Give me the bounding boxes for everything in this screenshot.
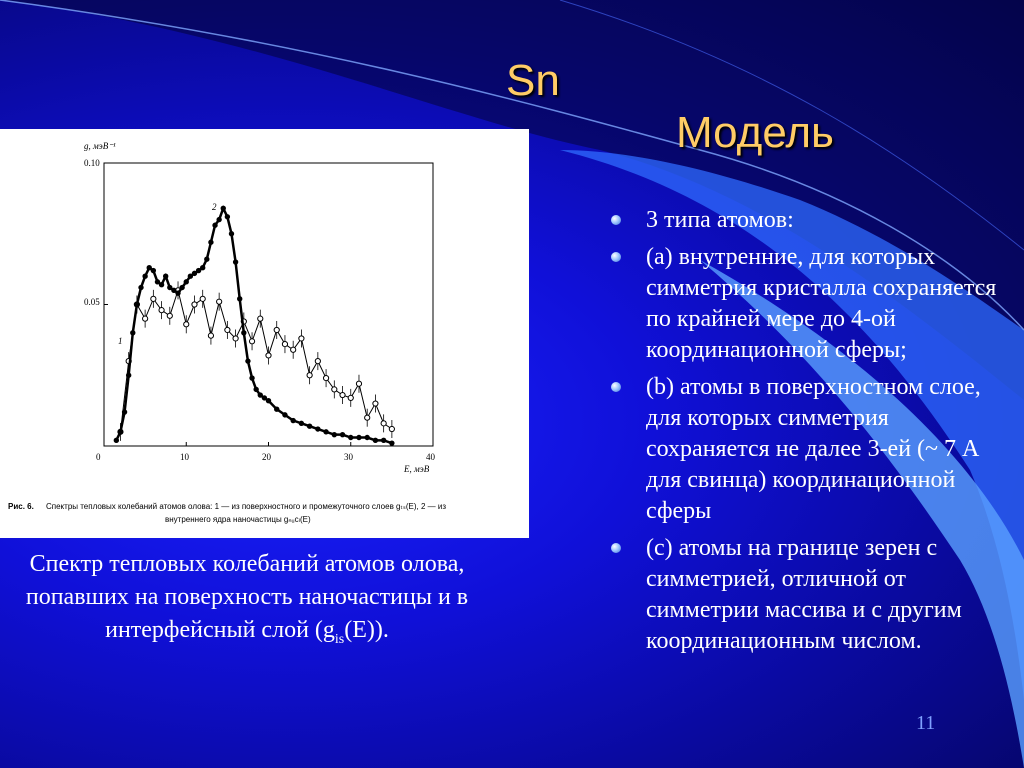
bullet-icon [611, 543, 621, 553]
list-item [606, 205, 1011, 236]
bullet-icon [611, 382, 621, 392]
series-2-point [291, 418, 295, 422]
series-2-point [114, 438, 118, 442]
series-2-point [143, 274, 147, 278]
series-2-point [250, 376, 254, 380]
figure-description [14, 548, 480, 656]
series-1-point [159, 308, 164, 313]
series-2-point [254, 387, 258, 391]
series-2-point [340, 432, 344, 436]
y-axis-label: g, мэВ⁻¹ [84, 141, 116, 151]
curve-label-2: 2 [212, 202, 217, 212]
series-1-point [233, 336, 238, 341]
series-2-point [213, 223, 217, 227]
x-tick-label: 40 [426, 452, 435, 462]
series-1-point [167, 313, 172, 318]
y-tick-label: 0.05 [84, 297, 100, 307]
list-item [606, 533, 1011, 657]
list-item-text: 3 типа атомов: [646, 207, 794, 233]
y-tick-label: 0.10 [84, 158, 100, 168]
series-2-point [390, 441, 394, 445]
x-axis-label: E, мэВ [404, 464, 430, 474]
series-2-point [242, 331, 246, 335]
list-item-text: (c) атомы на границе зерен с симметрией, отличной от симметрии массива и с другим координационным числом. [646, 535, 962, 654]
series-2-point [307, 424, 311, 428]
x-tick-label: 10 [180, 452, 189, 462]
series-1-point [258, 316, 263, 321]
series-2-point [188, 274, 192, 278]
series-2-point [357, 435, 361, 439]
slide-title-element: Sn [506, 56, 560, 105]
series-1-point [266, 353, 271, 358]
list-item [606, 242, 1011, 366]
series-1-point [348, 395, 353, 400]
series-1-point [389, 426, 394, 431]
series-2-point [201, 266, 205, 270]
figure-description-text: Спектр тепловых колебаний атомов олова, попавших на поверхность наночастицы и в интерфейсный слой (g [25, 551, 469, 643]
spectrum-chart [0, 129, 529, 538]
series-2-point [168, 285, 172, 289]
series-1-point [356, 381, 361, 386]
series-2-point [159, 282, 163, 286]
series-2-point [151, 268, 155, 272]
bullet-icon [611, 215, 621, 225]
series-2-point [122, 410, 126, 414]
series-2-point [258, 393, 262, 397]
figure-description-subscript: is [334, 631, 345, 647]
series-2-point [233, 260, 237, 264]
series-1-point [307, 373, 312, 378]
slide-title-model: Модель [676, 108, 834, 157]
series-2-point [163, 274, 167, 278]
series-1-point [249, 339, 254, 344]
figure-caption-line1: Спектры тепловых колебаний атомов олова: 1 — из поверхностного и промежуточного слоев gₜₛ(E), 2 — из [46, 502, 446, 511]
series-2-point [209, 240, 213, 244]
series-2-point [176, 291, 180, 295]
series-2-point [316, 427, 320, 431]
series-2-point [324, 430, 328, 434]
series-2-point [332, 432, 336, 436]
bullet-icon [611, 252, 621, 262]
series-1-point [381, 421, 386, 426]
series-1-point [373, 401, 378, 406]
series-2-point [192, 271, 196, 275]
list-item [606, 372, 1011, 527]
series-1-point [274, 327, 279, 332]
series-2-point [155, 280, 159, 284]
series-2-point [246, 359, 250, 363]
series-2-point [299, 421, 303, 425]
series-2-point [135, 302, 139, 306]
series-1-point [200, 296, 205, 301]
series-1-point [143, 316, 148, 321]
series-1-point [208, 333, 213, 338]
page-number: 11 [916, 712, 936, 734]
series-2-point [266, 399, 270, 403]
series-2-point [373, 438, 377, 442]
series-1-point [151, 296, 156, 301]
series-2-point [118, 430, 122, 434]
series-2-point [283, 413, 287, 417]
figure-caption-prefix: Рис. 6. [8, 502, 34, 511]
series-2-point [262, 396, 266, 400]
series-1-point [184, 322, 189, 327]
series-1-point [315, 359, 320, 364]
x-tick-label: 30 [344, 452, 353, 462]
series-2-line [116, 208, 392, 443]
x-tick-label: 20 [262, 452, 271, 462]
series-2-point [275, 407, 279, 411]
series-2-point [172, 288, 176, 292]
atom-types-list [606, 205, 1011, 663]
series-2-point [184, 280, 188, 284]
series-2-point [196, 268, 200, 272]
series-1-point [340, 392, 345, 397]
series-2-point [238, 297, 242, 301]
list-item-text: (a) внутренние, для которых симметрия кристалла сохраняется по крайней мере до 4-ой координационной сферы; [646, 244, 997, 363]
series-2-point [131, 331, 135, 335]
series-1-point [217, 299, 222, 304]
x-tick-label: 0 [96, 452, 101, 462]
series-2-point [147, 266, 151, 270]
series-2-point [221, 206, 225, 210]
list-item-text: (b) атомы в поверхностном слое, для которых симметрия сохраняется не далее 3-ей (~ 7 А для свинца) координационной сферы [646, 374, 981, 524]
series-1-point [323, 375, 328, 380]
series-2-point [225, 215, 229, 219]
series-1-point [365, 415, 370, 420]
series-2-point [126, 373, 130, 377]
curve-label-1: 1 [118, 336, 123, 346]
series-2-point [139, 285, 143, 289]
series-2-point [349, 435, 353, 439]
series-1-point [282, 342, 287, 347]
series-1-point [192, 302, 197, 307]
spectrum-figure [0, 129, 529, 538]
series-2-point [180, 285, 184, 289]
series-1-point [291, 347, 296, 352]
series-1-point [225, 327, 230, 332]
series-1-point [332, 387, 337, 392]
series-2-point [229, 232, 233, 236]
series-2-point [205, 257, 209, 261]
series-2-point [381, 438, 385, 442]
figure-description-tail: (E)). [344, 617, 389, 643]
series-1-point [299, 336, 304, 341]
series-2-point [365, 435, 369, 439]
series-2-point [217, 217, 221, 221]
figure-caption-line2: внутреннего ядра наночастицы gₙᵤcₗ(E) [165, 515, 311, 524]
